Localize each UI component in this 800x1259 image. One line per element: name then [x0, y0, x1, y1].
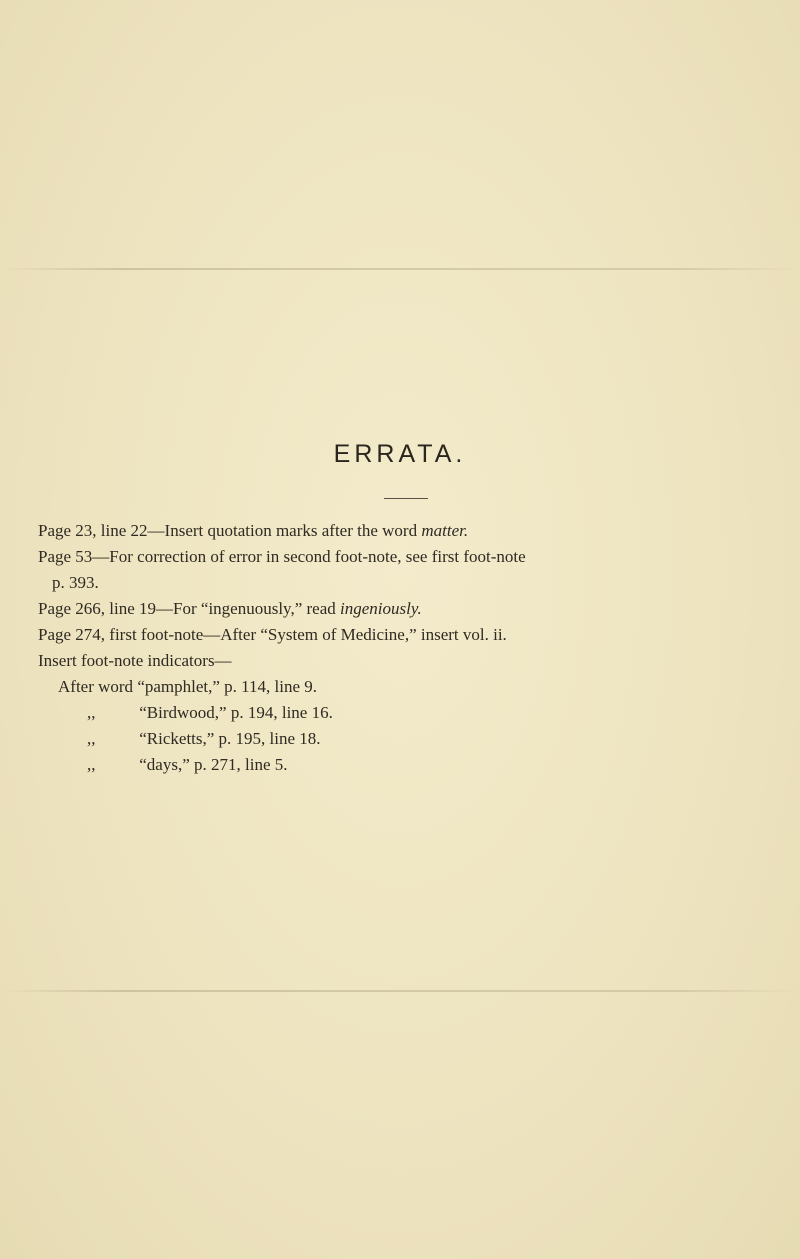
errata-entry-3-italic: ingeniously.: [340, 599, 422, 618]
errata-entry-2: [38, 544, 778, 596]
errata-entry-2-line-1: Page 53—For correction of error in second foot-note, see first foot-note: [38, 547, 526, 566]
subitem-ditto-mark: ,,: [87, 729, 96, 748]
subitem-ditto-mark: ,,: [87, 703, 96, 722]
subitem-prefix: After word: [58, 677, 134, 696]
errata-entry-3-text: Page 266, line 19—For “ingenuously,” read: [38, 599, 340, 618]
errata-entry-1-text: Page 23, line 22—Insert quotation marks after the word: [38, 521, 422, 540]
title-rule: [384, 498, 428, 499]
errata-entry-4: Page 274, first foot-note—After “System of Medicine,” insert vol. ii.: [38, 625, 507, 644]
errata-entry-3: [38, 596, 778, 622]
page-fold-bottom: [0, 990, 800, 992]
errata-subitem: [38, 752, 778, 778]
errata-list: [38, 518, 778, 778]
page-title: ERRATA.: [333, 440, 467, 468]
subitem-text: “pamphlet,” p. 114, line 9.: [137, 677, 318, 696]
page-fold-top: [0, 268, 800, 270]
subitem-text: “days,” p. 271, line 5.: [139, 755, 288, 774]
subitem-text: “Birdwood,” p. 194, line 16.: [139, 703, 333, 722]
errata-subitem: [38, 674, 778, 700]
errata-subitem: [38, 700, 778, 726]
errata-subitem: [38, 726, 778, 752]
errata-entry-5: [38, 648, 778, 778]
errata-entry-2-line-2: p. 393.: [52, 573, 99, 592]
subitem-text: “Ricketts,” p. 195, line 18.: [139, 729, 321, 748]
errata-entry-1-italic: matter.: [421, 521, 469, 540]
subitem-ditto-mark: ,,: [87, 755, 96, 774]
errata-entry-1: [38, 518, 778, 544]
errata-entry-5-heading: Insert foot-note indicators—: [38, 651, 232, 670]
